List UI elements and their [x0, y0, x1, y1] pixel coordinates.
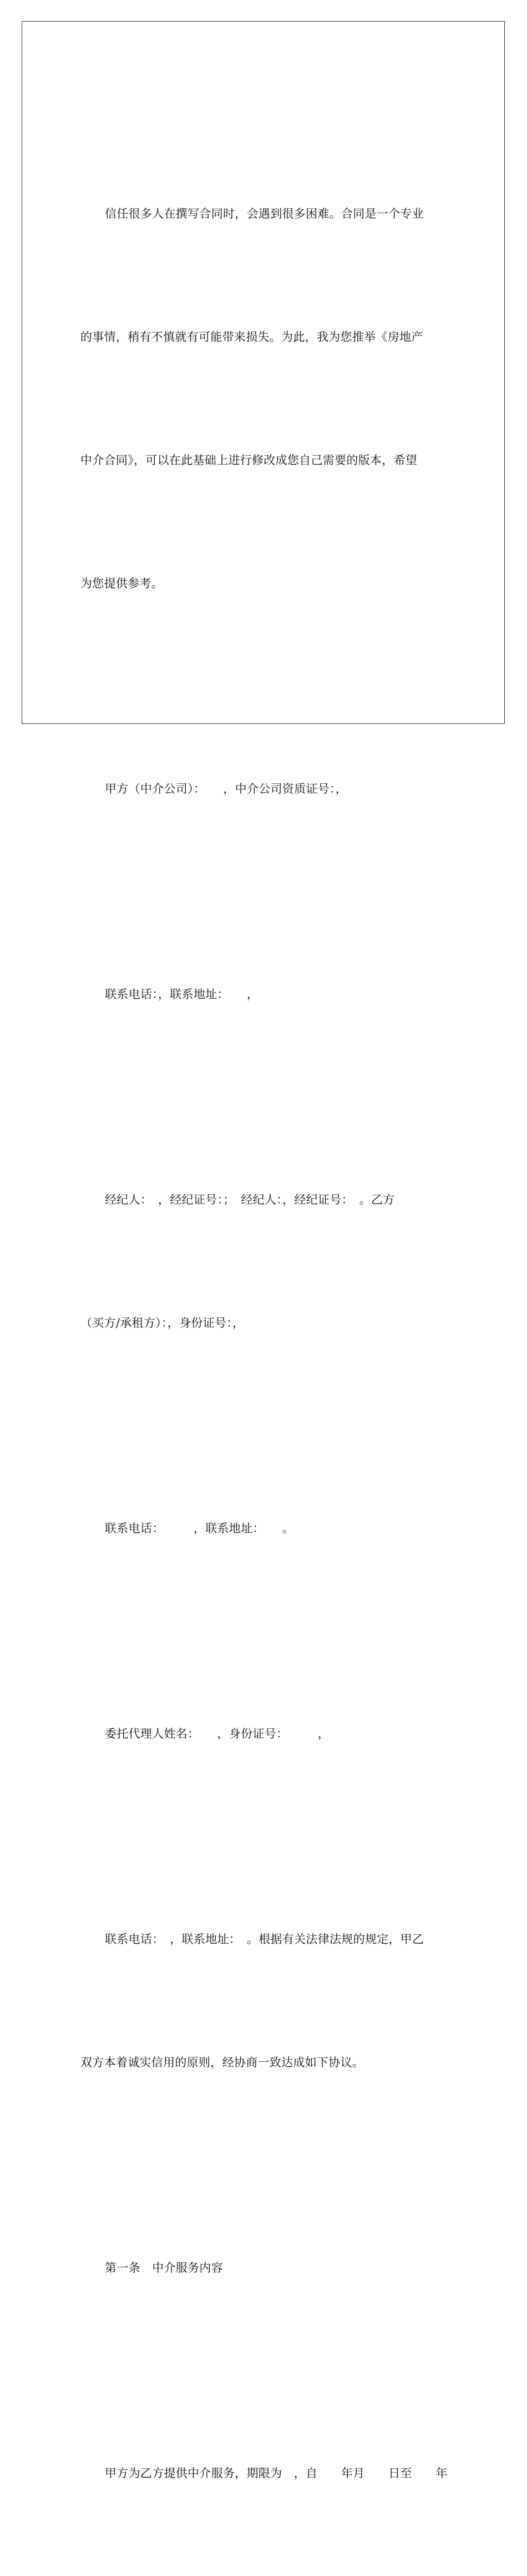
- party-b-contact-paragraph: [80, 1426, 449, 1631]
- text-line: 的事情，稍有不慎就有可能带来损失。为此，我为您推举《房地产: [80, 330, 423, 344]
- article-one-paragraph: [80, 2371, 449, 2576]
- text-line: （买方/承租方）：，身份证号：，: [80, 1316, 245, 1330]
- text-line: 联系电话： ，联系地址： 。: [105, 1522, 295, 1535]
- party-a-paragraph: [80, 686, 449, 892]
- document-body: [80, 111, 449, 2576]
- text-line: 为您提供参考。: [80, 577, 164, 590]
- text-line: 双方本着诚实信用的原则，经协商一致达成如下协议。: [80, 2056, 364, 2069]
- intro-paragraph: [80, 111, 449, 686]
- text-line: 信任很多人在撰写合同时，会遇到很多困难。合同是一个专业: [105, 207, 424, 220]
- text-line: 甲方（中介公司）： ，中介公司资质证号：，: [105, 782, 348, 796]
- text-line: 第一条 中介服务内容: [105, 2261, 223, 2275]
- text-line: 甲方为乙方提供中介服务，期限为 ，自 年月 日至 年: [105, 2467, 448, 2480]
- text-line: 联系电话： ，联系地址： 。根据有关法律法规的规定，甲乙: [105, 1933, 424, 1946]
- proxy-paragraph: [80, 1631, 449, 1837]
- proxy-contact-paragraph: [80, 1837, 449, 2165]
- text-line: 委托代理人姓名： ，身份证号： ，: [105, 1727, 330, 1740]
- text-line: 中介合同》，可以在此基础上进行修改成您自己需要的版本，希望: [80, 454, 418, 467]
- text-line: 联系电话：，联系地址： ，: [105, 988, 259, 1001]
- text-line: 经纪人： ，经纪证号：； 经纪人：，经纪证号： 。乙方: [105, 1193, 395, 1206]
- party-a-contact-paragraph: [80, 892, 449, 1097]
- agent-party-b-paragraph: [80, 1097, 449, 1426]
- article-one-heading: [80, 2165, 449, 2371]
